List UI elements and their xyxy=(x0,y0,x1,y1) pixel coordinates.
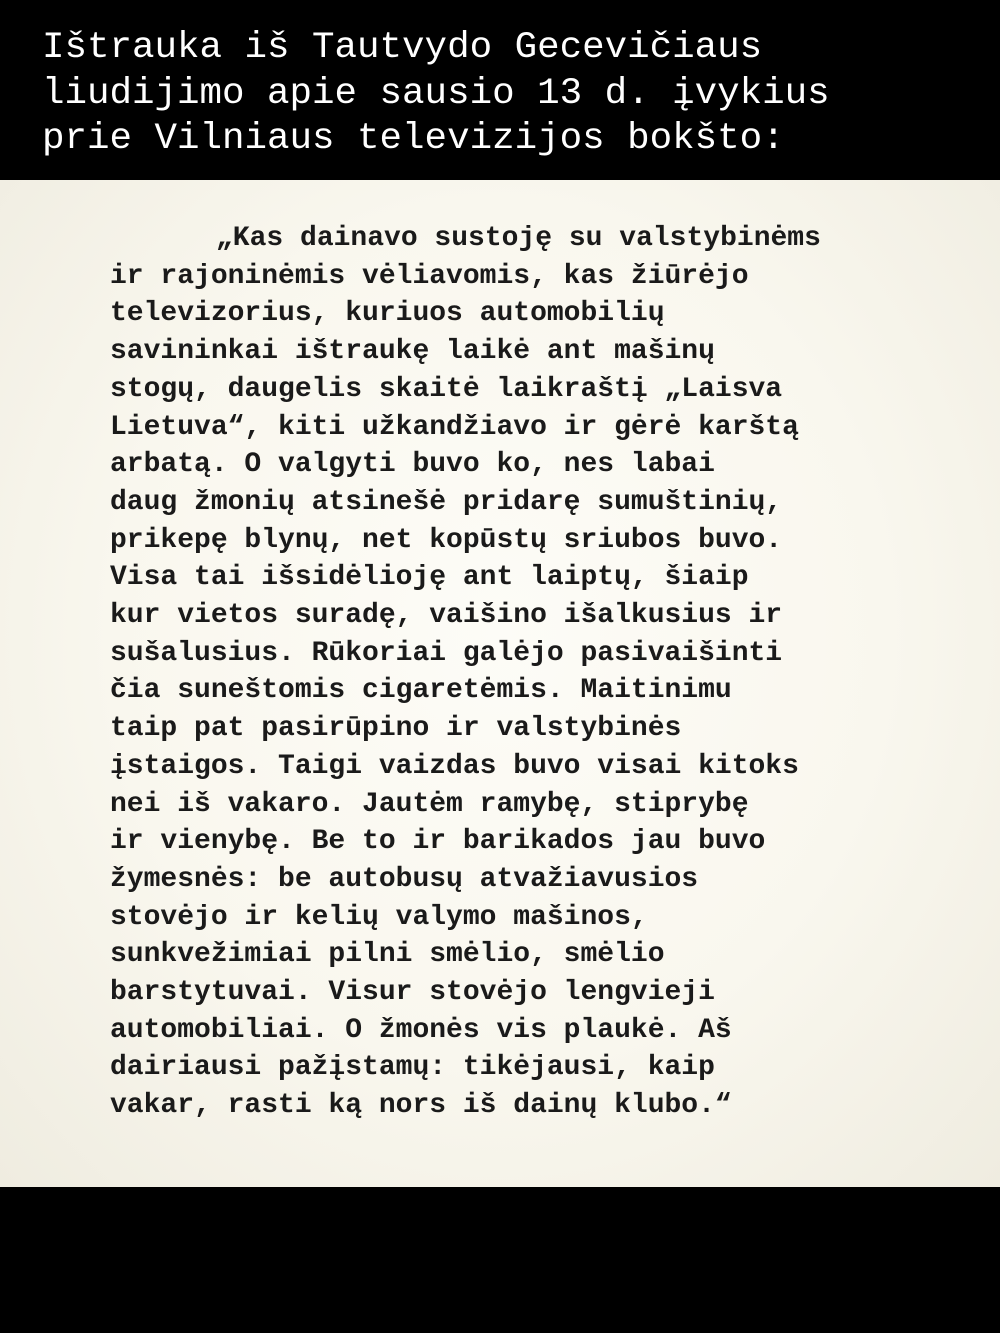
testimony-quote xyxy=(110,220,970,1125)
quote-line: sunkvežimiai pilni smėlio, smėlio xyxy=(110,939,665,971)
quote-line: taip pat pasirūpino ir valstybinės xyxy=(110,713,682,745)
header-bar xyxy=(0,0,1000,180)
page-title: Ištrauka iš Tautvydo Gecevičiaus liudijimo apie sausio 13 d. įvykius prie Vilniaus televizijos bokšto: xyxy=(42,27,830,160)
quote-panel xyxy=(0,180,1000,1187)
quote-line: kur vietos suradę, vaišino išalkusius ir xyxy=(110,600,783,632)
quote-line: įstaigos. Taigi vaizdas buvo visai kitoks xyxy=(110,750,799,782)
quote-line: savininkai ištraukę laikė ant mašinų xyxy=(110,336,715,368)
quote-line: Lietuva“, kiti užkandžiavo ir gėrė karštą xyxy=(110,411,799,443)
quote-line: Visa tai išsidėlioję ant laiptų, šiaip xyxy=(110,562,749,594)
quote-line: žymesnės: be autobusų atvažiavusios xyxy=(110,863,699,895)
quote-line: ir vienybę. Be to ir barikados jau buvo xyxy=(110,826,766,858)
quote-line: barstytuvai. Visur stovėjo lengvieji xyxy=(110,977,715,1009)
quote-line: automobiliai. O žmonės vis plaukė. Aš xyxy=(110,1014,732,1046)
quote-line: ir rajoninėmis vėliavomis, kas žiūrėjo xyxy=(110,260,749,292)
quote-line: stogų, daugelis skaitė laikraštį „Laisva xyxy=(110,373,783,405)
quote-line: „Kas dainavo sustoję su valstybinėms xyxy=(216,223,821,254)
quote-line: televizorius, kuriuos automobilių xyxy=(110,298,665,330)
quote-line: nei iš vakaro. Jautėm ramybę, stiprybę xyxy=(110,788,749,820)
footer-bar xyxy=(0,1187,1000,1333)
quote-line: arbatą. O valgyti buvo ko, nes labai xyxy=(110,449,715,481)
quote-line: čia suneštomis cigaretėmis. Maitinimu xyxy=(110,675,732,707)
quote-line: daug žmonių atsinešė pridarę sumuštinių, xyxy=(110,486,783,518)
quote-line: sušalusius. Rūkoriai galėjo pasivaišinti xyxy=(110,637,783,669)
quote-line: stovėjo ir kelių valymo mašinos, xyxy=(110,901,648,933)
quote-line: prikepę blynų, net kopūstų sriubos buvo. xyxy=(110,524,783,556)
quote-line: vakar, rasti ką nors iš dainų klubo.“ xyxy=(110,1090,732,1122)
quote-line: dairiausi pažįstamų: tikėjausi, kaip xyxy=(110,1052,715,1084)
